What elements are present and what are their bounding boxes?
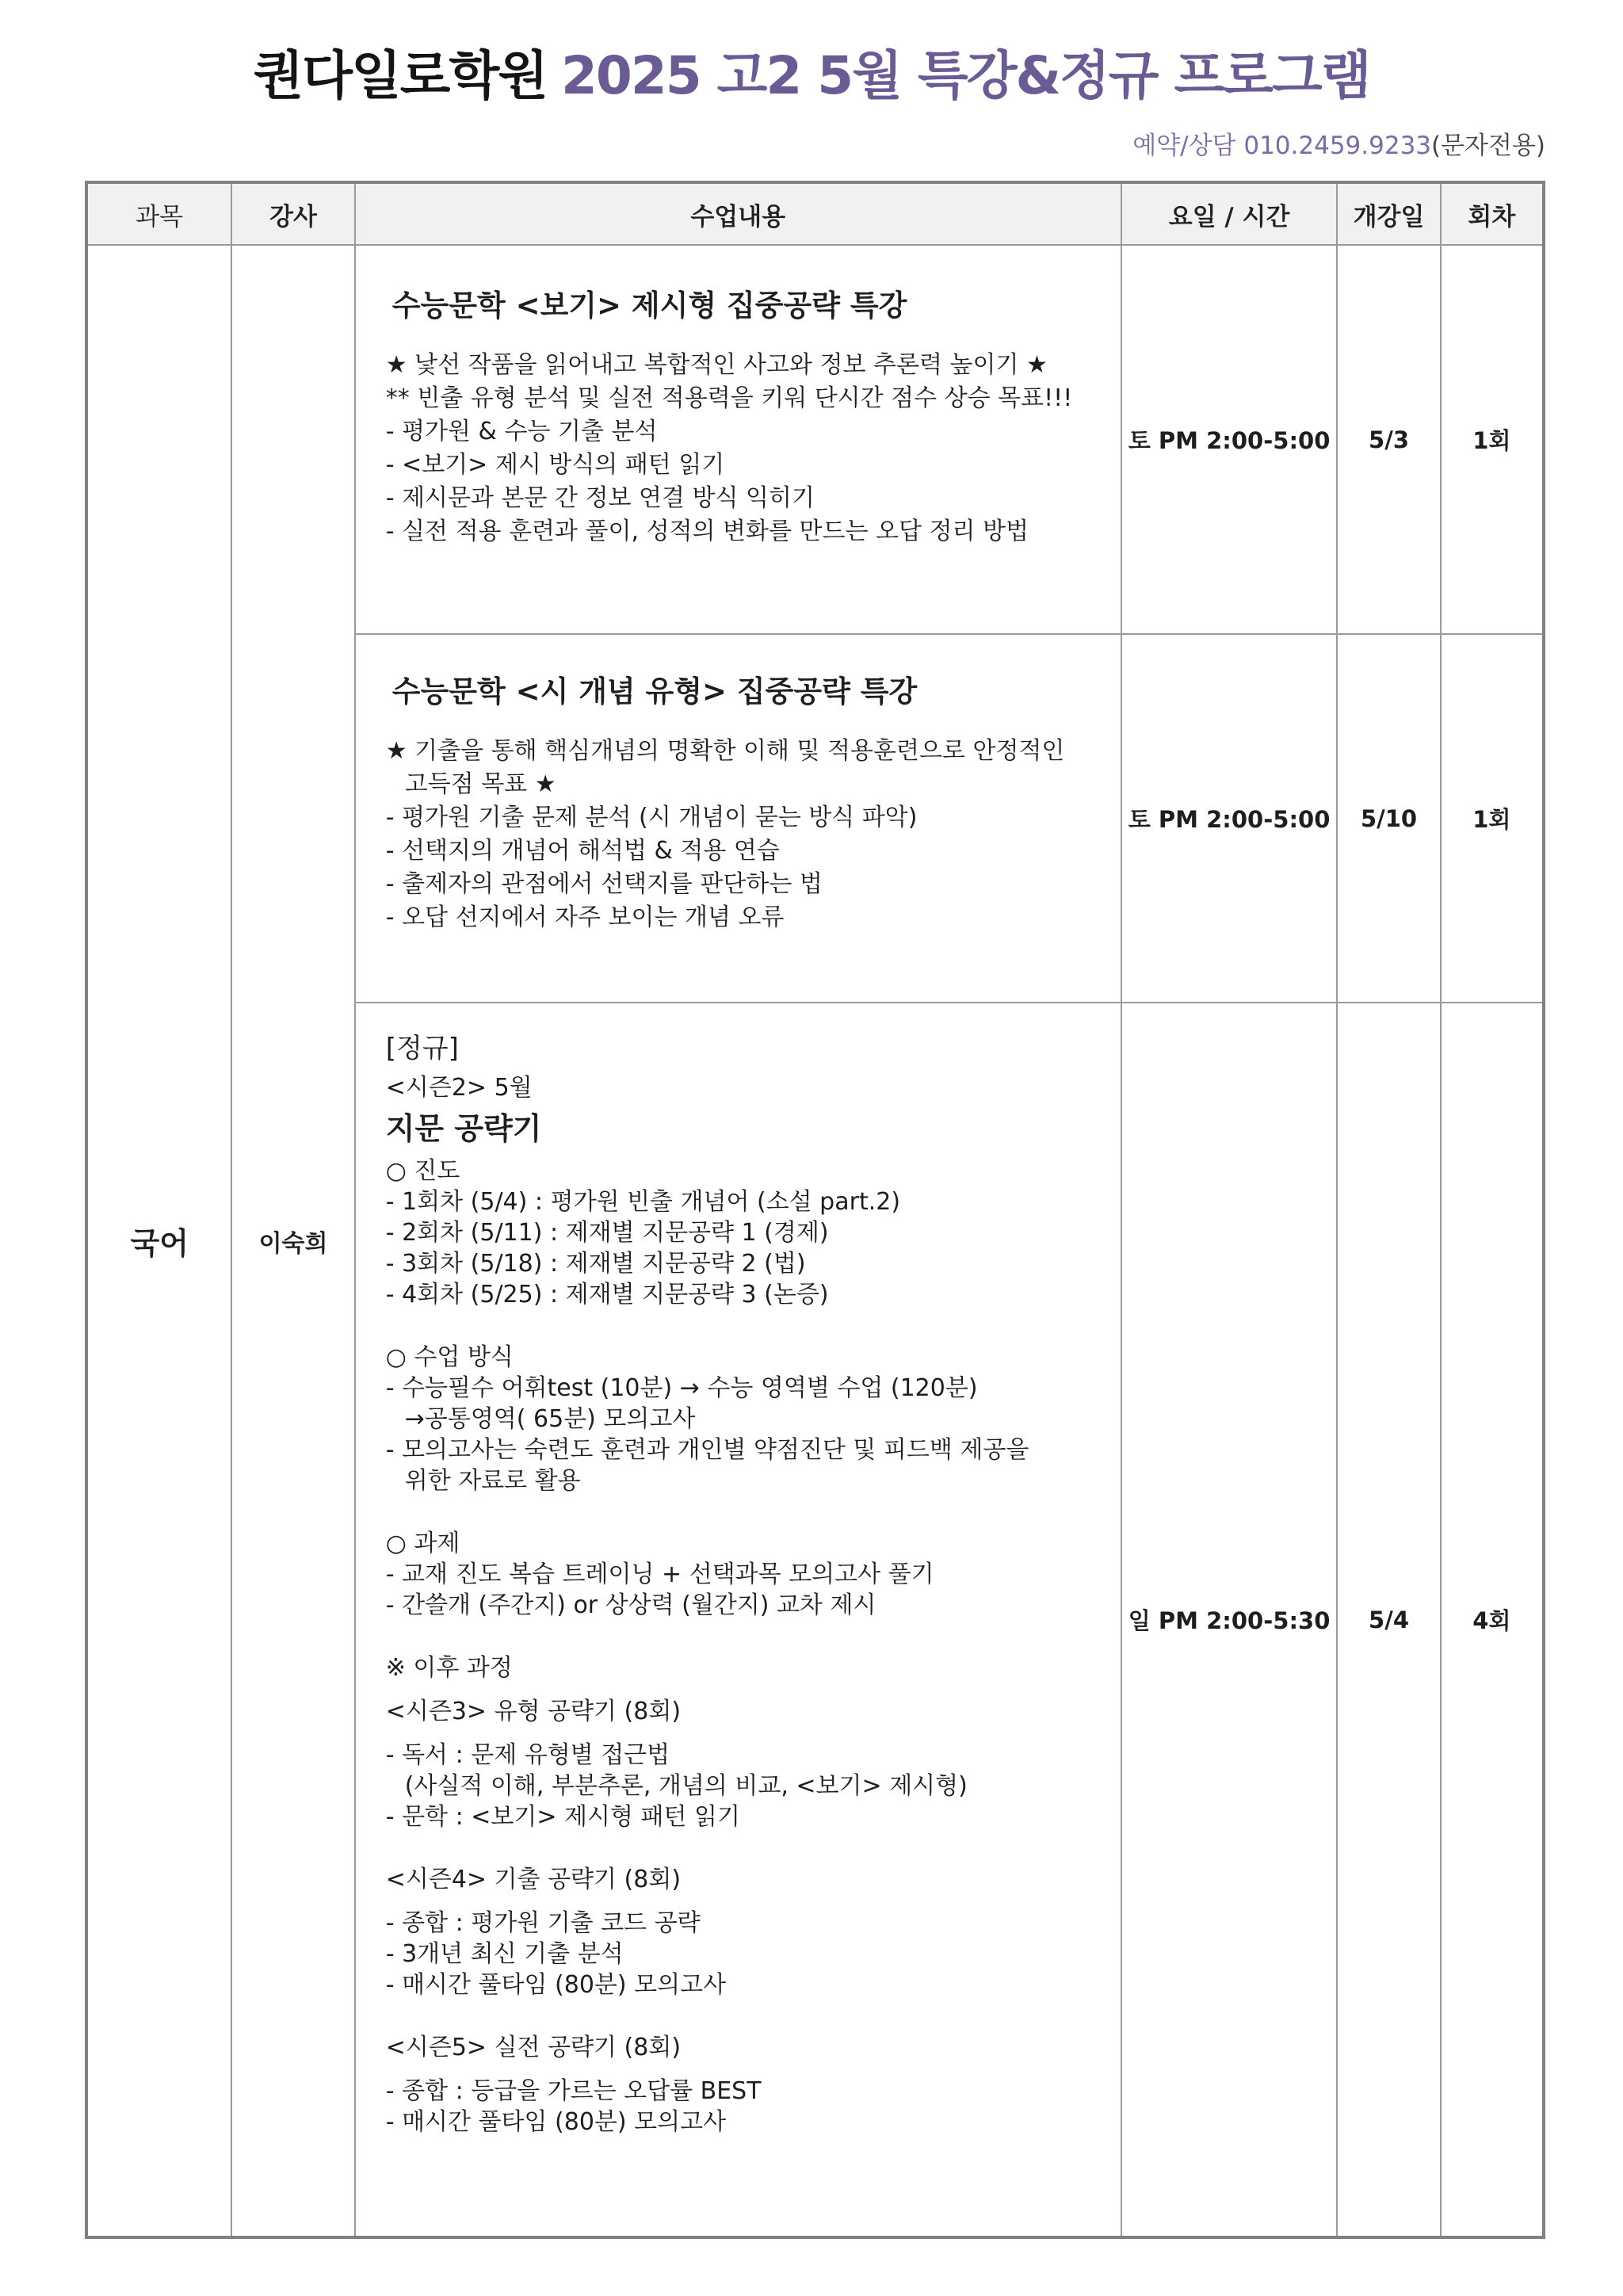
- course-title: 수능문학 <시 개념 유형> 집중공략 특강: [391, 674, 918, 709]
- course-title: 지문 공략기: [385, 1111, 542, 1146]
- time-cell: 일 PM 2:00-5:30: [1121, 1003, 1338, 2237]
- program-title: 2025 고2 5월 특강&정규 프로그램: [560, 45, 1370, 106]
- section-heading: ○ 과제: [385, 1530, 460, 1557]
- start-date-cell: 5/10: [1337, 634, 1440, 1003]
- teacher-cell: 이숙희: [231, 245, 354, 2237]
- table-header-row: [86, 182, 1544, 245]
- list-item: - 문학 : <보기> 제시형 패턴 읽기: [385, 1803, 740, 1831]
- list-item: - 평가원 & 수능 기출 분석: [385, 418, 658, 445]
- content-cell: [355, 1003, 1121, 2237]
- list-item: - 실전 적용 훈련과 풀이, 성적의 변화를 만드는 오답 정리 방법: [385, 518, 1029, 545]
- start-date-cell: 5/4: [1337, 1003, 1440, 2237]
- section-heading: ※ 이후 과정: [385, 1654, 513, 1682]
- list-item: - 교재 진도 복습 트레이닝 + 선택과목 모의고사 풀기: [385, 1561, 934, 1588]
- col-time: 요일 / 시간: [1121, 182, 1338, 245]
- list-item: - 오답 선지에서 자주 보이는 개념 오류: [385, 904, 785, 931]
- season-label: <시즌2> 5월: [385, 1074, 533, 1102]
- season-label: <시즌3> 유형 공략기 (8회): [385, 1698, 682, 1725]
- regular-tag: [정규]: [385, 1033, 459, 1064]
- list-item: - 독서 : 문제 유형별 접근법: [385, 1741, 670, 1769]
- list-item: - 종합 : 등급을 가르는 오답률 BEST: [385, 2077, 762, 2105]
- list-item: - 4회차 (5/25) : 제재별 지문공략 3 (논증): [385, 1281, 829, 1308]
- count-cell: 1회: [1441, 634, 1544, 1003]
- section-heading: ○ 수업 방식: [385, 1343, 514, 1371]
- course-highlight-cont: 고득점 목표 ★: [404, 770, 556, 798]
- season-label: <시즌4> 기출 공략기 (8회): [385, 1866, 682, 1893]
- list-item: - 평가원 기출 문제 분석 (시 개념이 묻는 방식 파악): [385, 804, 918, 831]
- list-item: - 종합 : 평가원 기출 코드 공략: [385, 1909, 701, 1937]
- list-item: - 수능필수 어휘test (10분) → 수능 영역별 수업 (120분): [385, 1374, 978, 1402]
- section-heading: ○ 진도: [385, 1157, 460, 1185]
- count-cell: 1회: [1441, 245, 1544, 634]
- list-item: - 제시문과 본문 간 정보 연결 방식 익히기: [385, 484, 815, 512]
- course-highlight: ★ 기출을 통해 핵심개념의 명확한 이해 및 적용훈련으로 안정적인: [385, 737, 1065, 765]
- contact-info: [1132, 125, 1545, 161]
- page-title: [0, 33, 1623, 109]
- col-count: 회차: [1441, 182, 1544, 245]
- course-note: ** 빈출 유형 분석 및 실전 적용력을 키워 단시간 점수 상승 목표!!!: [385, 384, 1073, 412]
- table-row: [86, 245, 1544, 634]
- list-item-cont: (사실적 이해, 부분추론, 개념의 비교, <보기> 제시형): [404, 1772, 968, 1800]
- contact-label: 예약/상담 010.2459.9233: [1132, 132, 1432, 160]
- col-subject: 과목: [86, 182, 231, 245]
- col-teacher: 강사: [231, 182, 354, 245]
- subject-cell: 국어: [86, 245, 231, 2237]
- list-item: - 선택지의 개념어 해석법 & 적용 연습: [385, 837, 780, 865]
- list-item: - 출제자의 관점에서 선택지를 판단하는 법: [385, 870, 823, 898]
- list-item-cont: →공통영역( 65분) 모의고사: [404, 1405, 696, 1433]
- course-title: 수능문학 <보기> 제시형 집중공략 특강: [391, 288, 907, 323]
- list-item: - 3개년 최신 기출 분석: [385, 1940, 624, 1968]
- list-item: - <보기> 제시 방식의 패턴 읽기: [385, 451, 725, 479]
- list-item: - 매시간 풀타임 (80분) 모의고사: [385, 2108, 727, 2136]
- contact-note: (문자전용): [1431, 132, 1545, 160]
- list-item: - 3회차 (5/18) : 제재별 지문공략 2 (법): [385, 1250, 806, 1278]
- time-cell: 토 PM 2:00-5:00: [1121, 245, 1338, 634]
- col-start-date: 개강일: [1337, 182, 1440, 245]
- list-item: - 간쓸개 (주간지) or 상상력 (월간지) 교차 제시: [385, 1591, 876, 1619]
- season-label: <시즌5> 실전 공략기 (8회): [385, 2034, 682, 2061]
- academy-name: 퀀다일로학원: [253, 45, 547, 106]
- list-item: - 2회차 (5/11) : 제재별 지문공략 1 (경제): [385, 1219, 829, 1247]
- list-item: - 모의고사는 숙련도 훈련과 개인별 약점진단 및 피드백 제공을: [385, 1436, 1029, 1464]
- program-table: [85, 181, 1545, 2239]
- time-cell: 토 PM 2:00-5:00: [1121, 634, 1338, 1003]
- list-item: - 1회차 (5/4) : 평가원 빈출 개념어 (소설 part.2): [385, 1188, 901, 1216]
- list-item-cont: 위한 자료로 활용: [404, 1467, 581, 1495]
- course-highlight: ★ 낯선 작품을 읽어내고 복합적인 사고와 정보 추론력 높이기 ★: [385, 351, 1048, 379]
- list-item: - 매시간 풀타임 (80분) 모의고사: [385, 1971, 727, 1999]
- content-cell: [355, 245, 1121, 634]
- start-date-cell: 5/3: [1337, 245, 1440, 634]
- count-cell: 4회: [1441, 1003, 1544, 2237]
- content-cell: [355, 634, 1121, 1003]
- col-content: 수업내용: [355, 182, 1121, 245]
